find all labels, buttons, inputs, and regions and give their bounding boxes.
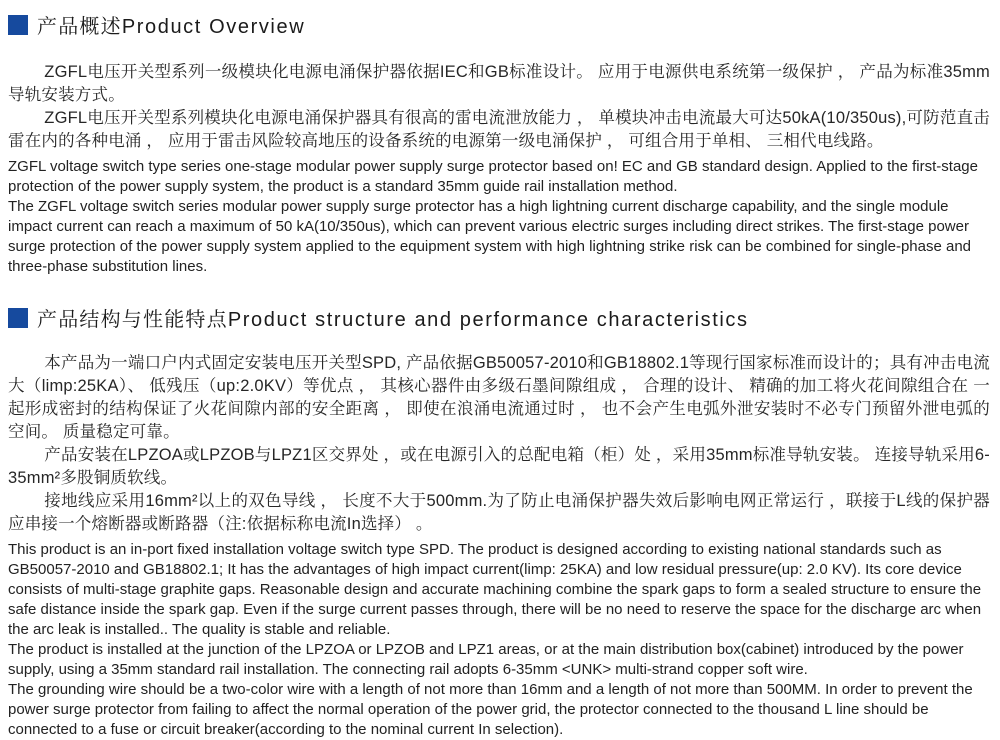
paragraph-cn: 本产品为一端口户内式固定安装电压开关型SPD, 产品依据GB50057-2010和GB18802.1等现行国家标准而设计的；具有冲击电流大（limp:25KA）、 低残压（up:2.0KV）等优点 ， 其核心器件由多级石墨间隙组成 ， 合理的设计、 精确的加工将火花间隙组合在 一起形成密封的结构保证了火花间隙内部的安全距离 ， 即使在浪涌电流通过时 ， 也不会产生电弧外泄安装时不必专门预留外泄电弧的空间。 质量稳定可靠。 [8, 354, 990, 441]
paragraph-en: The product is installed at the junction of the LPZOA or LPZOB and LPZ1 areas, or at the main distribution box(cabinet) introduced by the power supply, using a 35mm standard rail installation. The connecting rail adopts 6-35mm <UNK> multi-strand copper soft wire. [8, 641, 964, 678]
paragraph-cn: ZGFL电压开关型系列一级模块化电源电涌保护器依据IEC和GB标准设计。 应用于电源供电系统第一级保护 ， 产品为标准35mm导轨安装方式。 [8, 63, 990, 104]
section-title-cn: 产品概述 [37, 16, 122, 38]
blue-square-bullet-icon [8, 308, 28, 328]
section-header [8, 10, 990, 39]
section-title-en: Product Overview [121, 16, 306, 38]
paragraph-en: The grounding wire should be a two-color wire with a length of not more than 16mm and a length of not more than 500MM. In order to prevent the power surge protector from failing to affect the normal operation of the power grid, the protector connected to the thousand L line should be connected to a fuse or circuit breaker(according to the nominal current In selection). [8, 681, 973, 738]
chinese-text-block [8, 61, 990, 153]
paragraph-cn: 接地线应采用16mm²以上的双色导线 ， 长度不大于500mm.为了防止电涌保护器失效后影响电网正常运行 ，联接于L线的保护器应串接一个熔断器或断路器（注:依据标称电流In选择） 。 [8, 492, 990, 533]
section-title [37, 10, 305, 39]
section-header [8, 303, 990, 332]
section-product-overview [8, 10, 990, 277]
chinese-text-block [8, 352, 990, 536]
english-text-block [8, 540, 990, 740]
paragraph-en: The ZGFL voltage switch series modular power supply surge protector has a high lightning current discharge capability, and the single module impact current can reach a maximum of 50 kA(10/350us), which can prevent various electric surges including direct strikes. The first-stage power surge protection of the power supply system applied to the equipment system with high lightning strike risk can be combined for single-phase and three-phase substitution lines. [8, 198, 972, 275]
blue-square-bullet-icon [8, 15, 28, 35]
paragraph-cn: 产品安装在LPZOA或LPZOB与LPZ1区交界处 ，或在电源引入的总配电箱（柜）处 ，采用35mm标准导轨安装。 连接导轨采用6-35mm²多股铜质软线。 [8, 446, 990, 487]
section-title [37, 303, 749, 332]
paragraph-en: This product is an in-port fixed installation voltage switch type SPD. The product is designed according to existing national standards such as GB50057-2010 and GB18802.1; It has the advantages of high impact current(limp: 25KA) and low residual pressure(up: 2.0 KV). Its core device consists of multi-stage graphite gaps. Reasonable design and accurate machining combine the spark gaps to form a sealed structure to ensure the safe distance inside the spark gap. Even if the surge current passes through, there will be no need to reserve the space for the discharge arc when the arc leak is installed.. The quality is stable and reliable. [8, 541, 982, 638]
english-text-block [8, 157, 990, 277]
section-title-en: Product structure and performance characteristics [227, 309, 749, 331]
section-title-cn: 产品结构与性能特点 [37, 309, 228, 331]
paragraph-en: ZGFL voltage switch type series one-stage modular power supply surge protector based on! EC and GB standard design. Applied to the first-stage protection of the power supply system, the product is a standard 35mm guide rail installation method. [8, 158, 978, 195]
paragraph-cn: ZGFL电压开关型系列模块化电源电涌保护器具有很高的雷电流泄放能力 ， 单模块冲击电流最大可达50kA(10/350us),可防范直击雷在内的各种电涌 ， 应用于雷击风险较高地压的设备系统的电源第一级电涌保护 ， 可组合用于单相、 三相代电线路。 [8, 109, 990, 150]
section-product-structure [8, 303, 990, 740]
document-page [8, 10, 990, 740]
